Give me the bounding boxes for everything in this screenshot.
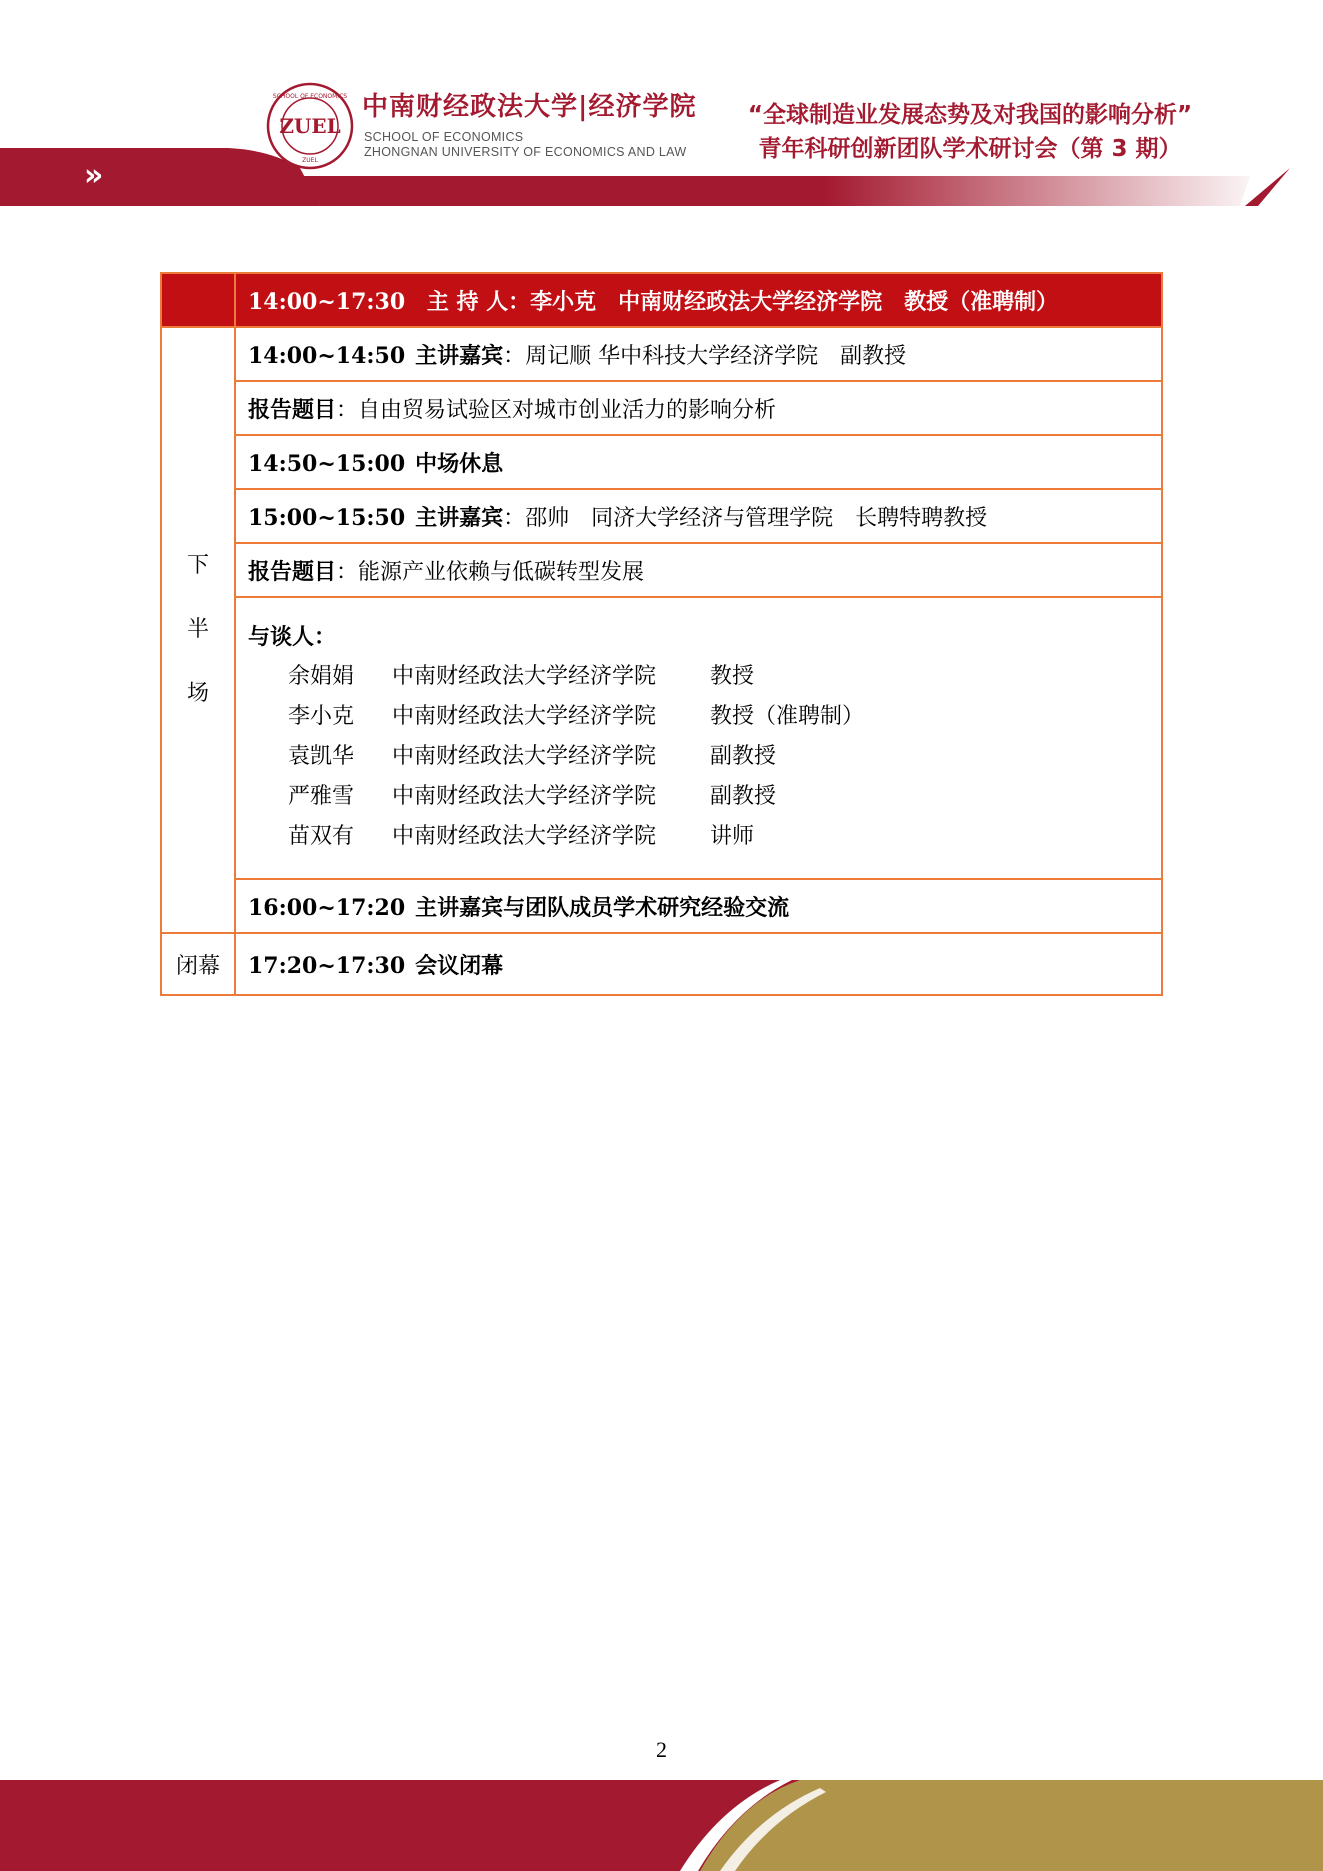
discussant-item xyxy=(248,774,1149,814)
topic1-cell: 报告题目：自由贸易试验区对城市创业活力的影响分析 xyxy=(235,381,1162,435)
discussants-row xyxy=(161,597,1162,879)
host-label-cell xyxy=(161,273,235,327)
exchange-cell xyxy=(235,879,1162,933)
discussant-title: 副教授 xyxy=(710,783,777,809)
discussant-title: 教授 xyxy=(710,663,755,689)
discussants-title: 与谈人： xyxy=(248,624,337,650)
section-label-char: 场 xyxy=(186,681,209,706)
break-text: 中场休息 xyxy=(415,450,504,477)
topic1-title: 自由贸易试验区对城市创业活力的影响分析 xyxy=(358,397,777,423)
break-cell xyxy=(235,435,1162,489)
discussant-item xyxy=(248,814,1149,854)
talk2-row xyxy=(161,489,1162,543)
discussant-title: 讲师 xyxy=(710,823,755,849)
discussant-name: 苗双有 xyxy=(288,823,355,849)
conference-subtitle: 青年科研创新团队学术研讨会（第 3 期） xyxy=(758,136,1182,162)
host-text: 主 持 人：李小克 中南财经政法大学经济学院 教授（准聘制） xyxy=(426,288,1059,315)
closing-row xyxy=(161,933,1162,995)
page-number: 2 xyxy=(656,1737,667,1762)
svg-text:SCHOOL OF ECONOMICS: SCHOOL OF ECONOMICS xyxy=(272,93,348,100)
talk1-key: 主讲嘉宾 xyxy=(415,342,504,369)
discussant-org: 中南财经政法大学经济学院 xyxy=(392,783,657,809)
break-row xyxy=(161,435,1162,489)
school-name-en: SCHOOL OF ECONOMICS xyxy=(364,130,524,144)
schedule-table xyxy=(160,272,1163,996)
section-label-cell xyxy=(161,327,235,933)
discussant-org: 中南财经政法大学经济学院 xyxy=(392,703,657,729)
talk2-speaker: 邵帅 同济大学经济与管理学院 长聘特聘教授 xyxy=(525,505,988,531)
section-label-char: 半 xyxy=(186,617,209,642)
svg-text:ZUEL: ZUEL xyxy=(279,114,341,138)
talk1-row xyxy=(161,327,1162,381)
talk2-cell: 15:00~15:50 主讲嘉宾：邵帅 同济大学经济与管理学院 长聘特聘教授 xyxy=(235,489,1162,543)
talk2-key: 主讲嘉宾 xyxy=(415,504,504,531)
svg-text:ZUEL: ZUEL xyxy=(302,157,318,164)
university-seal-logo xyxy=(266,82,354,170)
discussant-org: 中南财经政法大学经济学院 xyxy=(392,663,657,689)
discussant-title: 副教授 xyxy=(710,743,777,769)
university-name-en: ZHONGNAN UNIVERSITY OF ECONOMICS AND LAW xyxy=(364,145,687,159)
discussant-name: 严雅雪 xyxy=(288,783,355,809)
host-row xyxy=(161,273,1162,327)
discussants-cell xyxy=(235,597,1162,879)
discussant-item xyxy=(248,694,1149,734)
footer-band xyxy=(0,1780,1323,1871)
school-logo-title: 中南财经政法大学|经济学院 xyxy=(362,92,697,122)
exchange-time: 16:00~17:20 xyxy=(248,894,406,921)
topic1-row xyxy=(161,381,1162,435)
discussant-name: 袁凯华 xyxy=(288,743,355,769)
talk1-cell: 14:00~14:50 主讲嘉宾：周记顺 华中科技大学经济学院 副教授 xyxy=(235,327,1162,381)
exchange-row xyxy=(161,879,1162,933)
talk2-time: 15:00~15:50 xyxy=(248,504,406,531)
closing-cell xyxy=(235,933,1162,995)
section-label-char: 下 xyxy=(186,553,209,578)
discussant-name: 李小克 xyxy=(288,703,355,729)
discussant-org: 中南财经政法大学经济学院 xyxy=(392,823,657,849)
discussant-item xyxy=(248,654,1149,694)
chevron-icon: » xyxy=(84,158,100,193)
topic2-row xyxy=(161,543,1162,597)
closing-label: 闭幕 xyxy=(161,933,235,995)
exchange-text: 主讲嘉宾与团队成员学术研究经验交流 xyxy=(415,894,790,921)
topic2-title: 能源产业依赖与低碳转型发展 xyxy=(358,559,645,585)
topic1-key: 报告题目 xyxy=(248,396,337,423)
closing-text: 会议闭幕 xyxy=(415,952,504,979)
talk1-time: 14:00~14:50 xyxy=(248,342,406,369)
closing-time: 17:20~17:30 xyxy=(248,952,406,979)
topic2-key: 报告题目 xyxy=(248,558,337,585)
discussant-org: 中南财经政法大学经济学院 xyxy=(392,743,657,769)
conference-title: “全球制造业发展态势及对我国的影响分析” xyxy=(747,102,1193,128)
discussant-item xyxy=(248,734,1149,774)
break-time: 14:50~15:00 xyxy=(248,450,406,477)
host-time: 14:00~17:30 xyxy=(248,288,406,315)
host-cell xyxy=(235,273,1162,327)
topic2-cell: 报告题目：能源产业依赖与低碳转型发展 xyxy=(235,543,1162,597)
talk1-speaker: 周记顺 华中科技大学经济学院 副教授 xyxy=(525,343,907,369)
discussant-title: 教授（准聘制） xyxy=(710,703,865,729)
discussant-name: 余娟娟 xyxy=(288,663,355,689)
